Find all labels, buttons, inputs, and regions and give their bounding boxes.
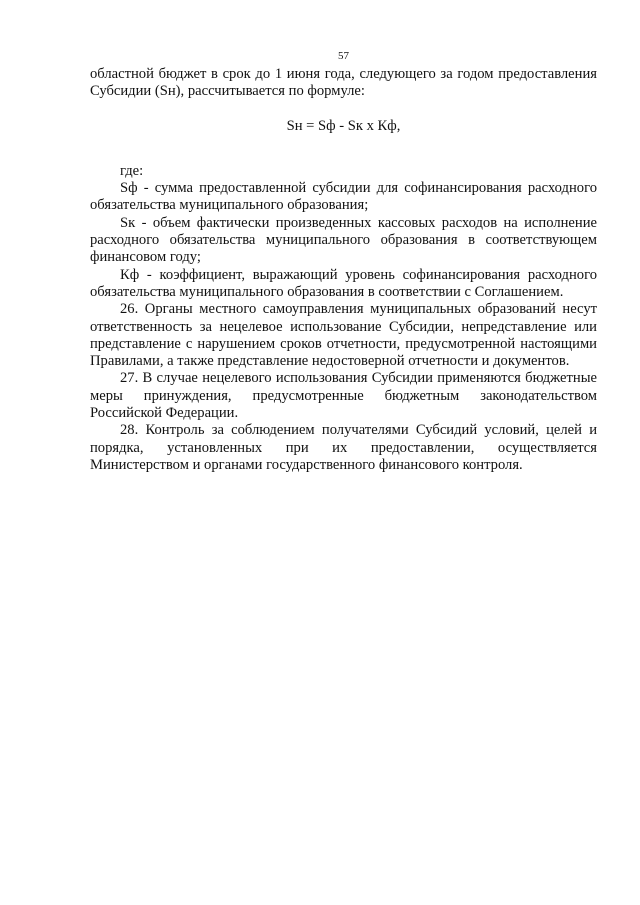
definition-sk: Sк - объем фактически произведенных кассовых расходов на исполнение расходного обязательства муниципального образования в соответствующем финансовом году;	[90, 214, 597, 266]
clause-26: 26. Органы местного самоуправления муниципальных образований несут ответственность за нецелевое использование Субсидии, непредставление или представление с нарушением сроков отчетности, предусмотренной настоящими Правилами, а также представление недостоверной отчетности и документов.	[90, 301, 597, 370]
definition-kf: Кф - коэффициент, выражающий уровень софинансирования расходного обязательства муниципального образования в соответствии с Соглашением.	[90, 266, 597, 300]
document-body	[90, 66, 597, 474]
paragraph-intro: областной бюджет в срок до 1 июня года, следующего за годом предоставления Субсидии (Sн), рассчитывается по формуле:	[90, 66, 597, 100]
clause-27: 27. В случае нецелевого использования Субсидии применяются бюджетные меры принуждения, предусмотренные бюджетным законодательством Российской Федерации.	[90, 370, 597, 422]
definition-sf: Sф - сумма предоставленной субсидии для софинансирования расходного обязательства муниципального образования;	[90, 180, 597, 214]
clause-28: 28. Контроль за соблюдением получателями Субсидий условий, целей и порядка, установленных при их предоставлении, осуществляется Министерством и органами государственного финансового контроля.	[90, 422, 597, 473]
formula: Sн = Sф - Sк х Кф,	[286, 117, 401, 134]
page-number: 57	[338, 50, 349, 62]
paragraph-where: где:	[120, 162, 144, 179]
